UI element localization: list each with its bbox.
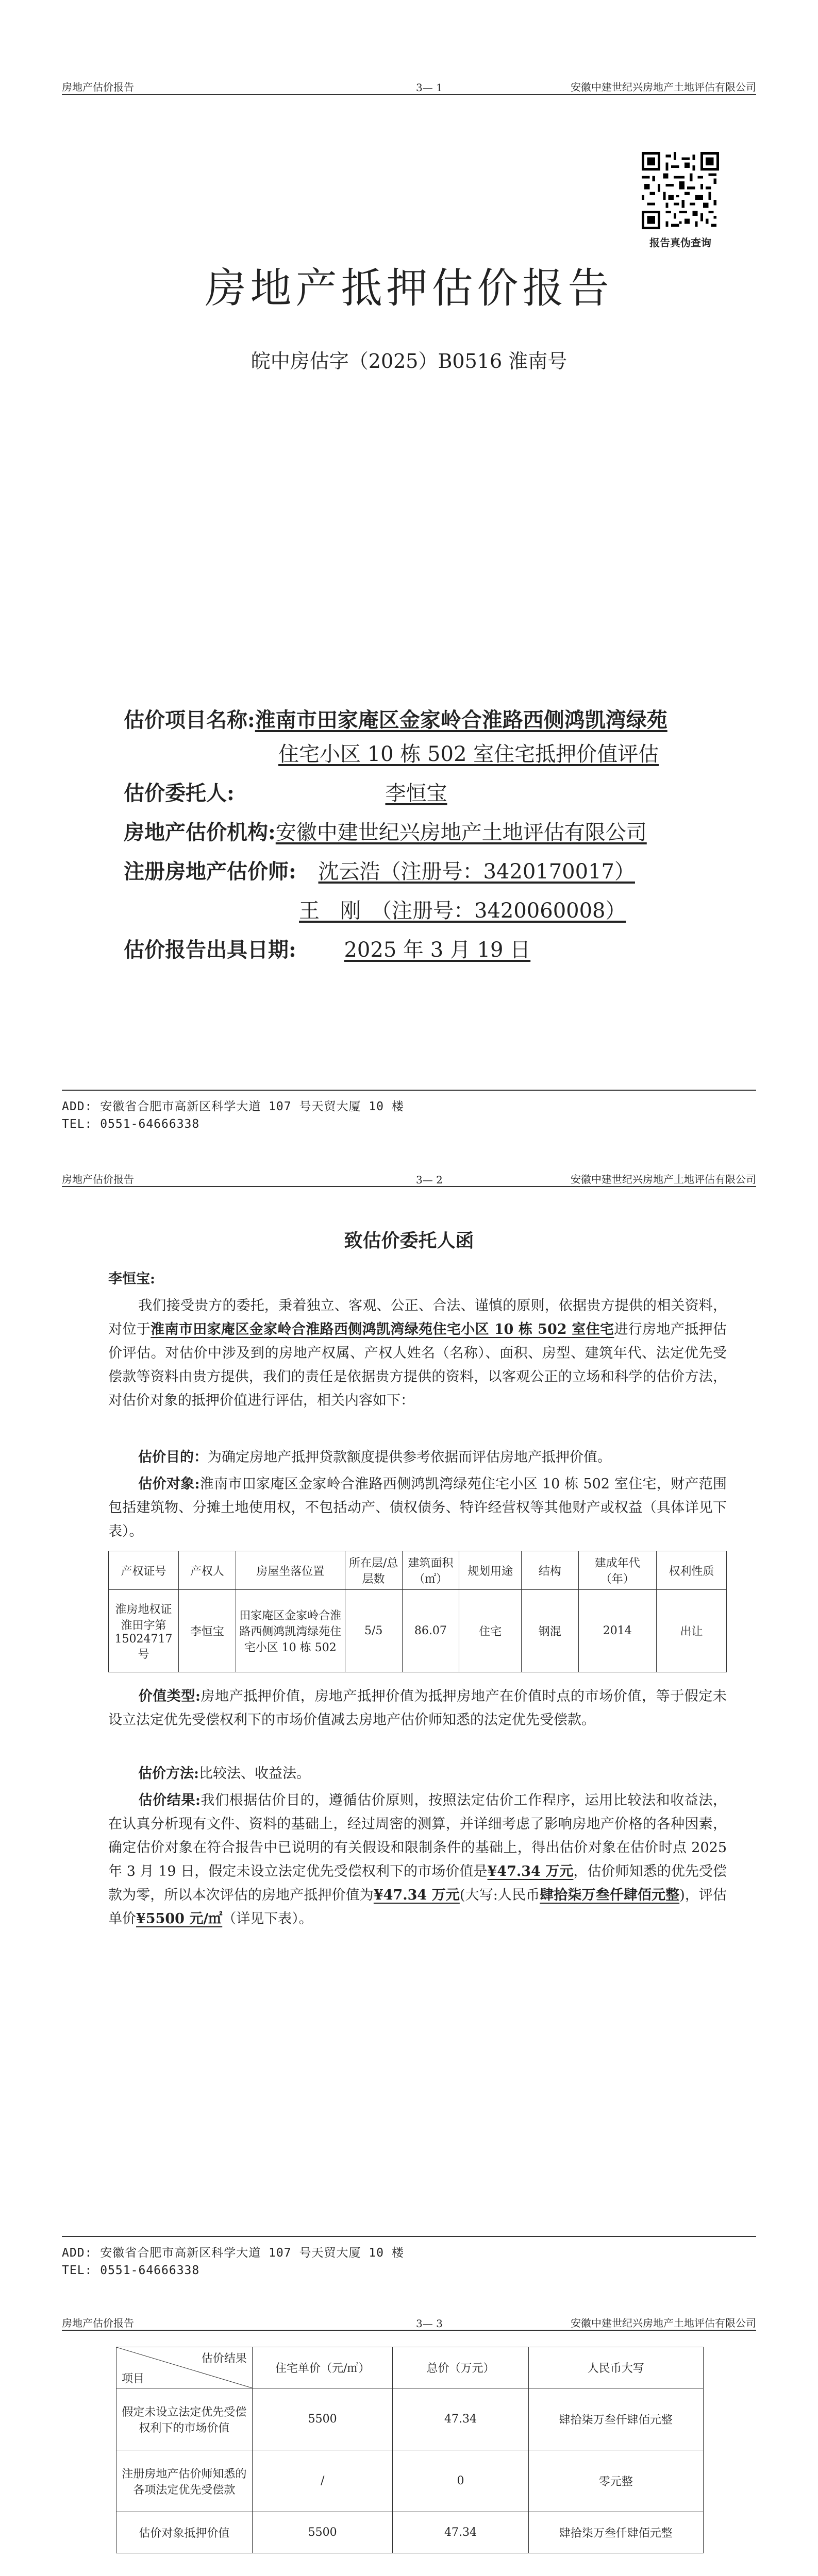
table-header-cell: 建筑面积（㎡） — [402, 1551, 459, 1590]
table-cell: 47.34 — [393, 2512, 528, 2553]
intro-text-c: 进行房地产抵押估价评估。对估价中涉及到的房地产权属、产权人姓名（名称）、面积、房型、建筑年代、法定优先受偿款等资料由贵方提供，我们的责任是依据贵方提供的资料，以客观公正的立场和科学的估价方法，对估价对象的抵押价值进行评估，相关内容如下： — [108, 1321, 727, 1409]
table-cell: 田家庵区金家岭合淮路西侧鸿凯湾绿苑住宅小区 10 栋 502 — [236, 1590, 345, 1672]
result-label: 估价结果: — [138, 1792, 201, 1808]
page-3 — [0, 2303, 818, 2576]
header-page-number: 3— 1 — [416, 81, 443, 94]
header-company: 安徽中建世纪兴房地产土地评估有限公司 — [571, 2317, 756, 2329]
date-row — [124, 936, 530, 964]
result-mortgage-value: ¥47.34 万元 — [373, 1887, 460, 1903]
table-cell: 2014 — [578, 1590, 656, 1672]
project-row-2 — [278, 740, 659, 769]
table-row — [116, 2512, 704, 2553]
valuation-result-table — [116, 2347, 704, 2553]
table-cell: 估价对象抵押价值 — [116, 2512, 253, 2553]
agency-label: 房地产估价机构: — [124, 820, 276, 844]
appraiser-2: 王 刚 （注册号：3420060008） — [299, 899, 626, 923]
appraiser-label: 注册房地产估价师: — [124, 859, 296, 884]
table-cell: 出让 — [656, 1590, 726, 1672]
result-text-e: （详见下表）。 — [222, 1911, 313, 1927]
table-header-cell: 人民币大写 — [528, 2347, 703, 2388]
result-text-a: 我们根据估价目的，遵循估价原则，按照法定估价工作程序，运用比较法和收益法，在认真分析现有文件、资料的基础上，经过周密的测算，并详细考虑了影响房地产价格的各种因素，确定估价对象在符合报告中已说明的有关假设和限制条件的基础上，得出估价对象在估价时点 2025 年 3 月 19 日，假定未设立法定优先受偿权利下的市场价值是 — [108, 1792, 727, 1879]
table-cell: 假定未设立法定优先受偿权利下的市场价值 — [116, 2388, 253, 2450]
table-cell: 李恒宝 — [179, 1590, 236, 1672]
table-header-cell: 房屋坐落位置 — [236, 1551, 345, 1590]
header-page-number: 3— 2 — [416, 1174, 443, 1186]
table-cell: 86.07 — [402, 1590, 459, 1672]
header-left: 房地产估价报告 — [62, 2317, 134, 2329]
result-text-b: ，估价师知悉的优先受偿款为零，所以本次评估的房地产抵押价值为 — [108, 1863, 727, 1903]
value-type-label: 价值类型: — [138, 1688, 201, 1704]
table-header-cell: 规划用途 — [459, 1551, 522, 1590]
table-header-cell: 所在层/总层数 — [345, 1551, 402, 1590]
table-cell: 肆拾柒万叁仟肆佰元整 — [528, 2512, 703, 2553]
table-header-cell: 权利性质 — [656, 1551, 726, 1590]
page-footer — [62, 1090, 756, 1133]
appraiser-1: 沈云浩（注册号：3420170017） — [318, 860, 635, 884]
header-company: 安徽中建世纪兴房地产土地评估有限公司 — [571, 81, 756, 93]
table-corner-cell — [116, 2347, 253, 2388]
result-paragraph — [108, 1789, 727, 1931]
table-cell: 5500 — [252, 2512, 393, 2553]
page-1 — [0, 0, 818, 1159]
method-text: 比较法、收益法。 — [198, 1766, 310, 1782]
result-unit-price: ¥5500 元/㎡ — [136, 1911, 223, 1927]
table-cell: 住宅 — [459, 1590, 522, 1672]
purpose-label: 估价目的： — [138, 1449, 208, 1465]
table-row — [109, 1590, 727, 1672]
footer-address: ADD: 安徽省合肥市高新区科学大道 107 号天贸大厦 10 楼 — [62, 1100, 404, 1113]
object-label: 估价对象: — [138, 1476, 200, 1492]
table-header-cell: 住宅单价（元/㎡） — [252, 2347, 393, 2388]
page-header — [62, 1164, 756, 1187]
table-row — [116, 2450, 704, 2512]
table-header-cell: 产权人 — [179, 1551, 236, 1590]
project-label: 估价项目名称: — [124, 708, 255, 732]
table-cell: 5500 — [252, 2388, 393, 2450]
project-value-line2: 住宅小区 10 栋 502 室住宅抵押价值评估 — [278, 742, 659, 766]
page-2 — [0, 1159, 818, 2303]
client-value: 李恒宝 — [385, 782, 447, 805]
project-value-line1: 淮南市田家庵区金家岭合淮路西侧鸿凯湾绿苑 — [255, 708, 667, 732]
header-left: 房地产估价报告 — [62, 81, 134, 93]
intro-object: 淮南市田家庵区金家岭合淮路西侧鸿凯湾绿苑住宅小区 10 栋 502 室住宅 — [151, 1321, 614, 1337]
project-row — [124, 706, 667, 735]
letter-title: 致估价委托人函 — [344, 1230, 474, 1251]
table-header-cell: 总价（万元） — [393, 2347, 528, 2388]
date-value: 2025 年 3 月 19 日 — [344, 938, 531, 962]
property-table — [108, 1551, 727, 1672]
corner-top-label: 估价结果 — [201, 2352, 247, 2365]
client-label: 估价委托人: — [124, 781, 235, 805]
table-cell: 零元整 — [528, 2450, 703, 2512]
agency-value: 安徽中建世纪兴房地产土地评估有限公司 — [275, 821, 647, 844]
value-type-text: 房地产抵押价值，房地产抵押价值为抵押房地产在价值时点的市场价值，等于假定未设立法定优先受偿权利下的市场价值减去房地产估价师知悉的法定优先受偿款。 — [108, 1688, 727, 1728]
table-header-row — [116, 2347, 704, 2388]
corner-bottom-label: 项目 — [122, 2372, 145, 2385]
value-type-paragraph — [108, 1685, 727, 1732]
qr-caption: 报告真伪查询 — [649, 236, 711, 249]
table-cell: 淮房地权证淮田字第15024717 号 — [109, 1590, 179, 1672]
table-header-cell: 建成年代（年） — [578, 1551, 656, 1590]
page-header — [62, 2308, 756, 2331]
footer-tel: TEL: 0551-64666338 — [62, 2264, 200, 2277]
table-header-row — [109, 1551, 727, 1590]
method-paragraph — [108, 1762, 727, 1786]
table-cell: 钢混 — [521, 1590, 578, 1672]
footer-tel: TEL: 0551-64666338 — [62, 1117, 200, 1131]
date-label: 估价报告出具日期: — [124, 938, 296, 962]
header-page-number: 3— 3 — [416, 2317, 443, 2330]
object-text: 淮南市田家庵区金家岭合淮路西侧鸿凯湾绿苑住宅小区 10 栋 502 室住宅，财产范围包括建筑物、分摊土地使用权，不包括动产、债权债务、特许经营权等其他财产或权益（具体详见下表）。 — [108, 1476, 727, 1539]
table-cell: 注册房地产估价师知悉的各项法定优先受偿款 — [116, 2450, 253, 2512]
page-header — [62, 72, 756, 95]
appraiser-row-2 — [299, 896, 626, 925]
salutation — [108, 1267, 727, 1291]
table-row — [116, 2388, 704, 2450]
result-text-d: )，评估单价 — [108, 1887, 727, 1927]
salutation-text: 李恒宝: — [108, 1271, 155, 1287]
appraiser-row — [124, 857, 635, 886]
header-company: 安徽中建世纪兴房地产土地评估有限公司 — [571, 1173, 756, 1185]
agency-row — [124, 818, 647, 847]
header-left: 房地产估价报告 — [62, 1173, 134, 1185]
method-label: 估价方法: — [138, 1766, 199, 1782]
table-cell: 肆拾柒万叁仟肆佰元整 — [528, 2388, 703, 2450]
document-number: 皖中房估字（2025）B0516 淮南号 — [251, 350, 567, 372]
client-row — [124, 779, 447, 808]
object-paragraph — [108, 1472, 727, 1544]
table-cell: 0 — [393, 2450, 528, 2512]
table-header-cell: 结构 — [521, 1551, 578, 1590]
purpose-text: 为确定房地产抵押贷款额度提供参考依据而评估房地产抵押价值。 — [208, 1449, 611, 1465]
purpose-paragraph — [108, 1446, 727, 1469]
table-cell: 5/5 — [345, 1590, 402, 1672]
intro-text-a: 我们接受贵方的委托，秉着独立、客观、公正、合法、谨慎的原则，依据贵方提供的相关资料，对位于 — [108, 1298, 727, 1337]
intro-paragraph — [108, 1294, 727, 1413]
table-cell: 47.34 — [393, 2388, 528, 2450]
result-market-value: ¥47.34 万元 — [487, 1863, 574, 1879]
footer-address: ADD: 安徽省合肥市高新区科学大道 107 号天贸大厦 10 楼 — [62, 2246, 404, 2260]
table-header-cell: 产权证号 — [109, 1551, 179, 1590]
table-cell: / — [252, 2450, 393, 2512]
qr-code-icon[interactable] — [642, 152, 719, 229]
report-title: 房地产抵押估价报告 — [205, 264, 613, 312]
result-upper-amount: 肆拾柒万叁仟肆佰元整 — [540, 1887, 680, 1903]
page-footer — [62, 2236, 756, 2279]
result-text-c: (大写:人民币 — [459, 1887, 540, 1903]
